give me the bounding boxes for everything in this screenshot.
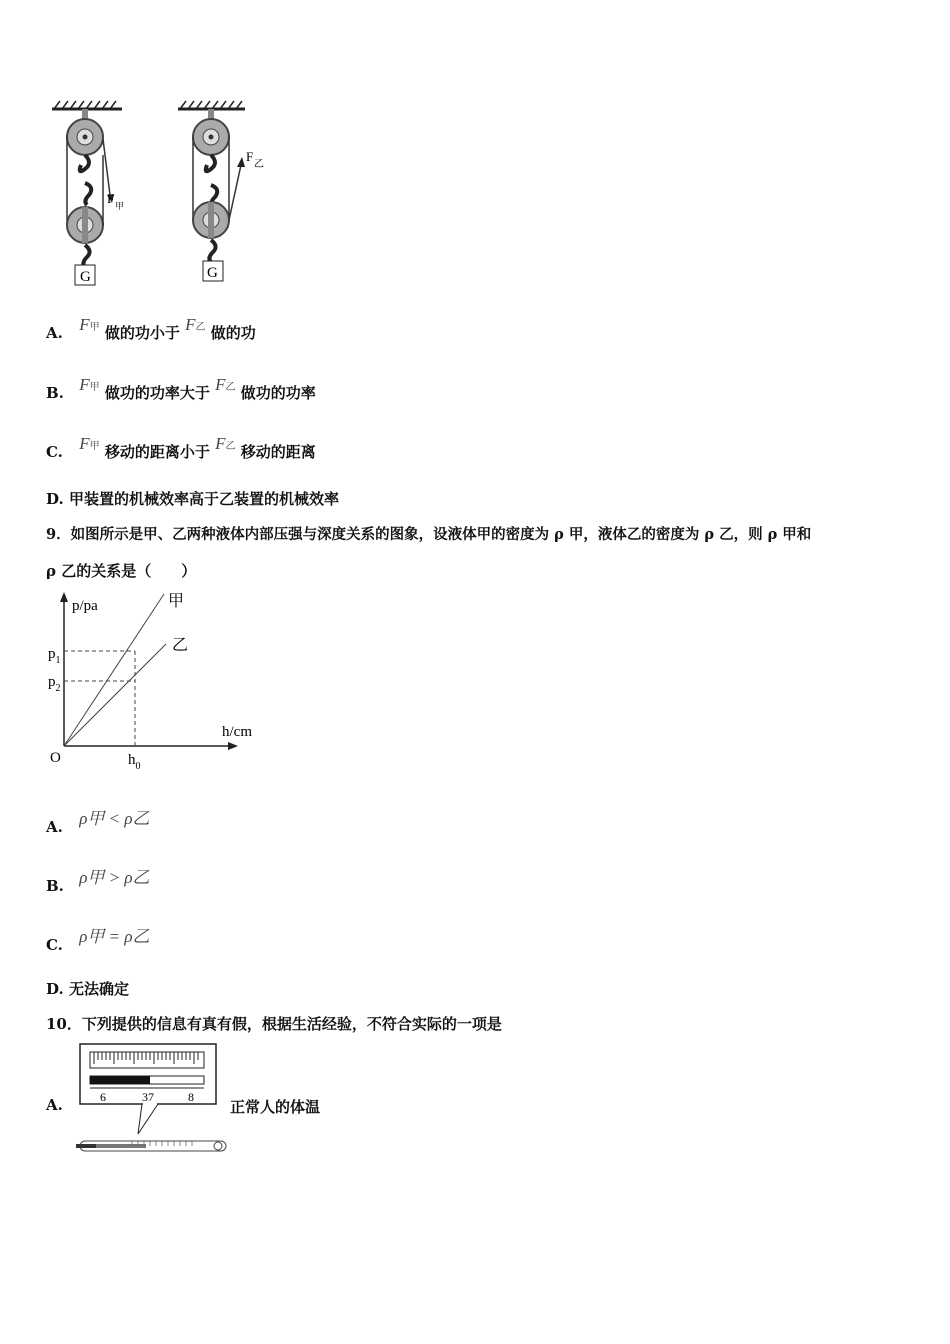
var-f-yi <box>215 434 235 453</box>
force-label-jia: F <box>107 191 115 206</box>
var-f: F <box>215 375 226 394</box>
q10-option-a-text[interactable]: 正常人的体温 <box>230 1098 321 1116</box>
option-letter: A. <box>46 324 63 342</box>
p1-text: p <box>48 646 56 662</box>
option-text: 做功的功率大于 <box>104 384 210 402</box>
p1-sub: 1 <box>55 655 61 666</box>
h0-text: h <box>128 752 136 768</box>
line-jia-label: 甲 <box>168 593 185 610</box>
var-sub: 甲 <box>89 441 100 452</box>
option-expr: ρ甲 < ρ乙 <box>79 809 150 828</box>
p2-label <box>48 674 61 694</box>
q10-option-a-letter[interactable]: A. <box>46 1096 63 1114</box>
h0-sub: 0 <box>135 761 141 772</box>
q8-option-b[interactable] <box>46 375 316 403</box>
option-expr: ρ甲 = ρ乙 <box>79 927 150 946</box>
weight-g-jia: G <box>80 269 91 285</box>
var-f-jia <box>79 434 99 453</box>
force-sub-yi: 乙 <box>254 159 264 170</box>
var-f: F <box>79 375 90 394</box>
option-text: 甲装置的机械效率高于乙装置的机械效率 <box>68 490 339 508</box>
line-yi-label: 乙 <box>172 637 189 654</box>
x-axis-label: h/cm <box>222 724 252 740</box>
origin-label: O <box>50 750 61 766</box>
var-f-yi <box>185 315 205 334</box>
var-f: F <box>79 315 90 334</box>
option-expr: ρ甲 > ρ乙 <box>79 868 150 887</box>
weight-g-yi: G <box>207 265 218 281</box>
pulley-yi <box>178 101 264 281</box>
var-f-yi <box>215 375 235 394</box>
y-axis-label: p/pa <box>72 598 98 614</box>
p1-label <box>48 646 61 666</box>
option-letter: D. <box>46 490 64 508</box>
line-yi <box>64 644 166 746</box>
force-label-yi: F <box>246 149 254 164</box>
p2-text: p <box>48 674 56 690</box>
var-sub: 乙 <box>225 382 236 393</box>
q9-option-c[interactable] <box>46 927 150 955</box>
mercury-column <box>90 1076 150 1084</box>
tick-8: 8 <box>188 1090 194 1104</box>
q9-option-b[interactable] <box>46 868 150 896</box>
q8-option-a[interactable] <box>46 315 256 343</box>
q10-stem: 10．下列提供的信息有真有假，根据生活经验，不符合实际的一项是 <box>46 1015 502 1033</box>
q9-stem-line1: 9．如图所示是甲、乙两种液体内部压强与深度关系的图象，设液体甲的密度为 ρ 甲，液体乙的密度为 ρ 乙，则 ρ 甲和 <box>46 526 812 543</box>
var-f-jia <box>79 375 99 394</box>
tick-6: 6 <box>100 1090 106 1104</box>
var-f-jia <box>79 315 99 334</box>
q9-option-a[interactable] <box>46 809 150 837</box>
tick-37: 37 <box>142 1090 154 1104</box>
line-jia <box>64 594 164 746</box>
h0-label <box>128 752 141 772</box>
option-letter: C. <box>46 936 63 954</box>
option-text: 无法确定 <box>68 980 129 998</box>
option-text: 做的功小于 <box>104 324 180 342</box>
force-sub-jia: 甲 <box>115 201 125 211</box>
thermometer-figure <box>72 1042 232 1162</box>
option-letter: C. <box>46 443 63 461</box>
q8-option-c[interactable] <box>46 434 316 462</box>
option-letter: B. <box>46 877 64 895</box>
q8-option-d[interactable] <box>46 488 339 509</box>
pressure-depth-graph <box>40 588 280 778</box>
var-sub: 乙 <box>195 322 206 333</box>
option-text-end: 做的功 <box>210 324 256 342</box>
option-text: 移动的距离小于 <box>104 443 210 461</box>
var-f: F <box>215 434 226 453</box>
option-letter: B. <box>46 384 64 402</box>
option-text-end: 做功的功率 <box>240 384 316 402</box>
var-sub: 甲 <box>89 382 100 393</box>
p2-sub: 2 <box>55 683 61 694</box>
var-sub: 甲 <box>89 322 100 333</box>
q9-option-d[interactable] <box>46 978 129 999</box>
q9-stem-line2: ρ 乙的关系是（ ） <box>46 562 197 580</box>
pulley-figure <box>40 95 280 295</box>
option-letter: A. <box>46 818 63 836</box>
var-f: F <box>185 315 196 334</box>
option-text-end: 移动的距离 <box>240 443 316 461</box>
var-f: F <box>79 434 90 453</box>
option-letter: D. <box>46 980 64 998</box>
pulley-jia <box>52 101 124 285</box>
var-sub: 乙 <box>225 441 236 452</box>
